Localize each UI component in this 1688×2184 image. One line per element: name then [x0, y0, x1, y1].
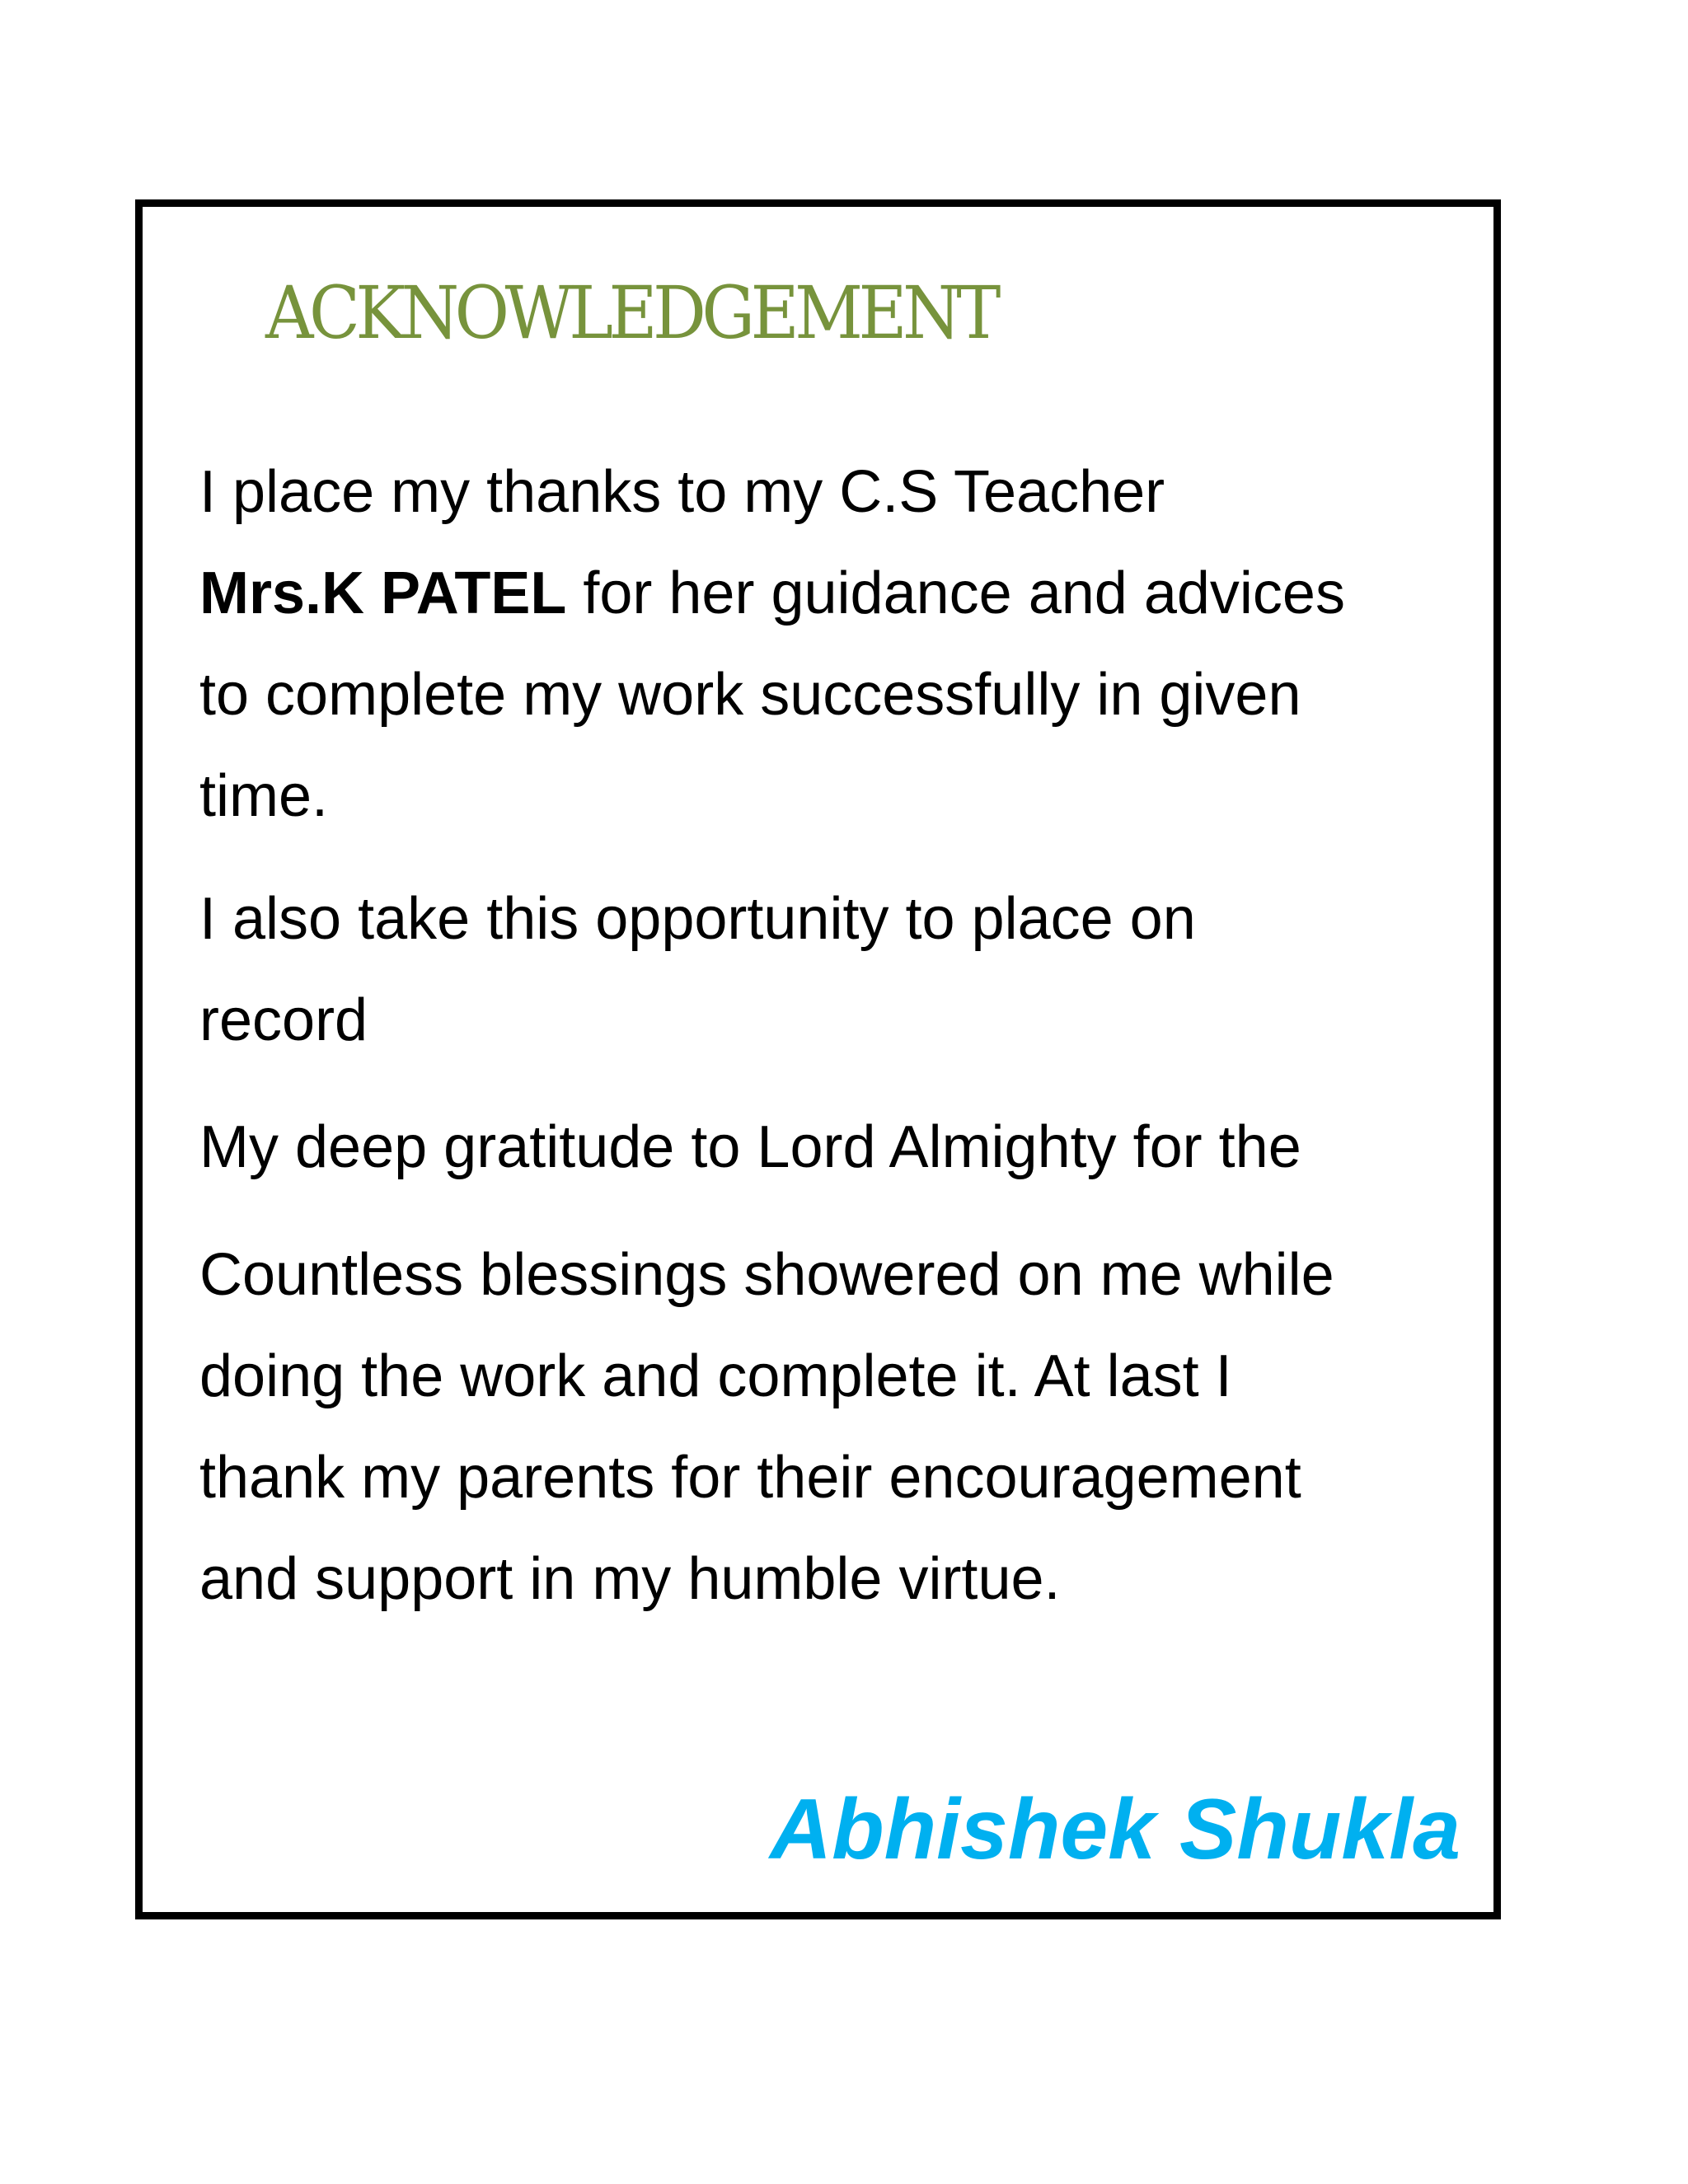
text-span: for her guidance and advices [566, 560, 1345, 626]
text-line: Countless blessings showered on me while [199, 1242, 1334, 1308]
text-line [199, 543, 1485, 644]
paragraph-blessings [199, 1225, 1485, 1630]
text-line: doing the work and complete it. At last I [199, 1343, 1232, 1409]
text-line: I place my thanks to my C.S Teacher [199, 459, 1165, 525]
author-signature: Abhishek Shukla [770, 1782, 1461, 1877]
text-line: I also take this opportunity to place on [199, 886, 1196, 952]
acknowledgement-heading: ACKNOWLEDGEMENT [265, 270, 996, 355]
teacher-name: Mrs.K PATEL [199, 560, 567, 626]
text-line: to complete my work successfully in given [199, 662, 1301, 728]
text-line: and support in my humble virtue. [199, 1546, 1061, 1612]
text-line: My deep gratitude to Lord Almighty for the [199, 1114, 1301, 1180]
paragraph-opportunity [199, 869, 1485, 1071]
paragraph-thanks-teacher [199, 442, 1485, 847]
text-line: time. [199, 763, 329, 829]
text-line: thank my parents for their encouragement [199, 1445, 1301, 1511]
paragraph-gratitude [199, 1097, 1485, 1198]
text-line: record [199, 987, 368, 1053]
